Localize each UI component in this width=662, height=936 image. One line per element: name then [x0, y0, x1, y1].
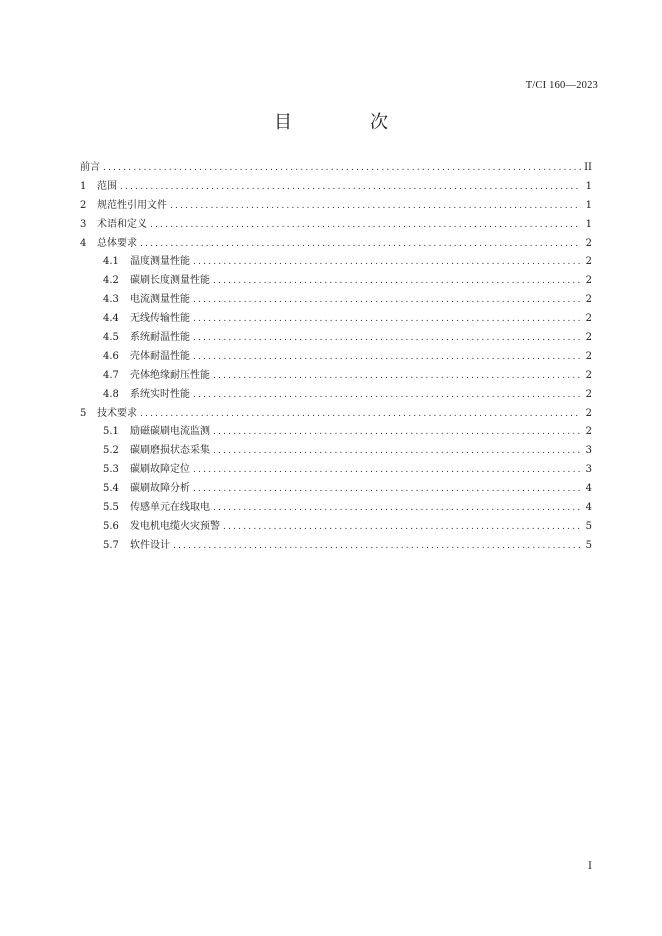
toc-entry[interactable]	[80, 234, 592, 253]
toc-entry-page: 2	[585, 237, 592, 249]
toc-entry-title: 碳刷磨损状态采集	[130, 445, 210, 457]
toc-entry-title: 壳体耐温性能	[130, 350, 190, 362]
page-title: 目 次	[274, 112, 418, 133]
toc-entry-title: 术语和定义	[97, 218, 147, 230]
toc-entry[interactable]	[80, 479, 592, 498]
toc-entry[interactable]	[80, 215, 592, 234]
toc-entry-title: 系统耐温性能	[130, 332, 190, 344]
toc-entry[interactable]	[80, 347, 592, 366]
toc-dot-leader	[170, 201, 581, 211]
toc-entry-title: 电流测量性能	[130, 294, 190, 306]
toc-entry[interactable]	[80, 517, 592, 536]
toc-entry-number: 5	[80, 407, 87, 419]
toc-entry-page: 5	[585, 520, 592, 532]
toc-entry[interactable]	[80, 290, 592, 309]
toc-entry-number: 5.6	[103, 520, 119, 532]
toc-entry-title: 系统实时性能	[130, 388, 190, 400]
toc-entry[interactable]	[80, 498, 592, 517]
toc-entry-page: 4	[585, 483, 592, 495]
toc-entry-number: 5.3	[103, 464, 119, 476]
toc-dot-leader	[213, 427, 581, 437]
toc-entry-title: 碳刷长度测量性能	[130, 275, 210, 287]
toc-entry-title: 传感单元在线取电	[130, 502, 210, 514]
toc-entry[interactable]	[80, 177, 592, 196]
toc-dot-leader	[193, 314, 581, 324]
toc-entry-page: 2	[585, 294, 592, 306]
toc-entry-page: 2	[585, 332, 592, 344]
toc-entry-title: 总体要求	[97, 237, 137, 249]
toc-entry-page: 1	[585, 180, 592, 192]
document-code: T/CI 160—2023	[525, 80, 598, 91]
toc-entry[interactable]	[80, 309, 592, 328]
toc-entry-number: 4.7	[103, 369, 119, 381]
toc-entry-page: 2	[585, 426, 592, 438]
toc-dot-leader	[140, 409, 581, 419]
toc-entry-page: 2	[585, 388, 592, 400]
toc-entry-number: 5.5	[103, 502, 119, 514]
toc-dot-leader	[150, 220, 581, 230]
toc-entry-number: 5.4	[103, 483, 119, 495]
toc-entry-page: 2	[585, 350, 592, 362]
toc-entry-number: 4.6	[103, 350, 119, 362]
toc-entry-page: 2	[585, 256, 592, 268]
toc-entry-number: 1	[80, 180, 87, 192]
toc-dot-leader	[120, 182, 581, 192]
toc-entry[interactable]	[80, 460, 592, 479]
toc-entry-title: 范围	[97, 180, 117, 192]
toc-entry-title: 无线传输性能	[130, 313, 190, 325]
toc-dot-leader	[173, 541, 581, 551]
toc-entry-number: 2	[80, 199, 87, 211]
toc-dot-leader	[193, 333, 581, 343]
toc-dot-leader	[193, 352, 581, 362]
toc-entry-title: 发电机电缆火灾预警	[130, 520, 220, 532]
toc-entry-title: 励磁碳刷电流监测	[130, 426, 210, 438]
toc-dot-leader	[213, 503, 581, 513]
toc-entry[interactable]	[80, 441, 592, 460]
toc-entry-page: 1	[585, 218, 592, 230]
toc-entry-page: 4	[585, 502, 592, 514]
toc-entry-page: 5	[585, 539, 592, 551]
toc-entry-title: 前言	[80, 162, 100, 173]
toc-entry-number: 5.7	[103, 539, 119, 551]
toc-dot-leader	[213, 371, 581, 381]
toc-entry-title: 规范性引用文件	[97, 199, 167, 211]
toc-entry-title: 碳刷故障分析	[130, 483, 190, 495]
page-number-footer: I	[588, 861, 592, 872]
toc-entry[interactable]	[80, 422, 592, 441]
toc-entry[interactable]	[80, 271, 592, 290]
toc-dot-leader	[223, 522, 581, 532]
table-of-contents	[80, 158, 592, 555]
toc-entry[interactable]	[80, 328, 592, 347]
toc-entry-title: 碳刷故障定位	[130, 464, 190, 476]
toc-dot-leader	[103, 163, 581, 173]
toc-entry-number: 5.1	[103, 426, 119, 438]
toc-entry-page: 3	[585, 464, 592, 476]
toc-entry-number: 4	[80, 237, 87, 249]
toc-entry-page: 2	[585, 407, 592, 419]
toc-dot-leader	[193, 295, 581, 305]
toc-entry[interactable]	[80, 366, 592, 385]
toc-entry-number: 4.4	[103, 313, 119, 325]
toc-entry-title: 温度测量性能	[130, 256, 190, 268]
toc-entry[interactable]	[80, 196, 592, 215]
toc-entry-number: 5.2	[103, 445, 119, 457]
toc-entry[interactable]	[80, 404, 592, 423]
toc-dot-leader	[213, 276, 581, 286]
toc-entry-number: 4.1	[103, 256, 119, 268]
toc-entry-page: 2	[585, 275, 592, 287]
toc-dot-leader	[193, 484, 581, 494]
toc-entry[interactable]	[80, 252, 592, 271]
toc-entry-page: 2	[585, 369, 592, 381]
toc-entry-page: 2	[585, 313, 592, 325]
toc-entry[interactable]	[80, 536, 592, 555]
toc-dot-leader	[140, 239, 581, 249]
toc-entry[interactable]	[80, 385, 592, 404]
toc-entry-number: 3	[80, 218, 87, 230]
toc-entry-title: 壳体绝缘耐压性能	[130, 369, 210, 381]
toc-dot-leader	[193, 465, 581, 475]
toc-entry-page: 1	[585, 199, 592, 211]
toc-entry-page: II	[584, 162, 592, 173]
toc-dot-leader	[193, 390, 581, 400]
toc-entry-title: 软件设计	[130, 539, 170, 551]
toc-dot-leader	[213, 446, 581, 456]
toc-entry-number: 4.2	[103, 275, 119, 287]
toc-entry-title: 技术要求	[97, 407, 137, 419]
toc-entry-page: 3	[585, 445, 592, 457]
toc-entry-number: 4.5	[103, 332, 119, 344]
toc-entry-number: 4.8	[103, 388, 119, 400]
toc-entry[interactable]	[80, 158, 592, 177]
toc-dot-leader	[193, 257, 581, 267]
toc-entry-number: 4.3	[103, 294, 119, 306]
